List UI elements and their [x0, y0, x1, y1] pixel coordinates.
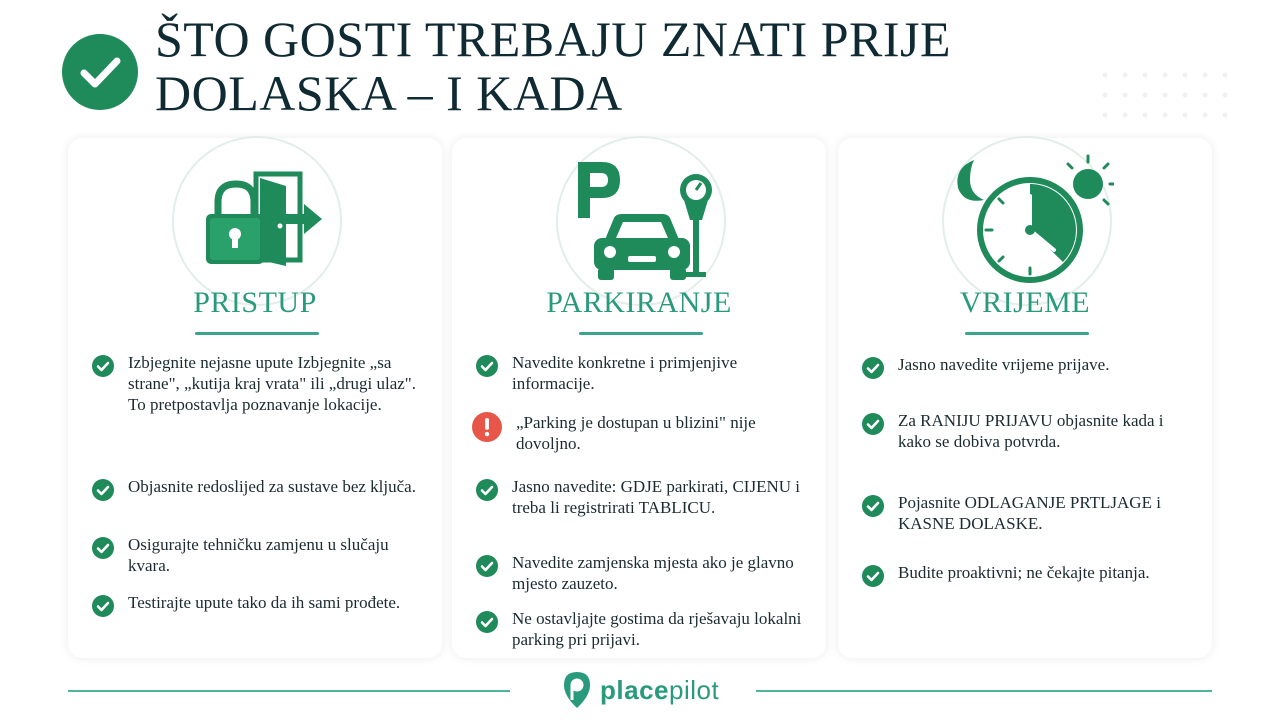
check-circle-icon [92, 595, 114, 617]
list-item [862, 410, 1192, 452]
logo-bold-text: place [600, 674, 669, 705]
list-item-text: Budite proaktivni; ne čekajte pitanja. [898, 563, 1150, 582]
card-access [68, 138, 442, 658]
placepilot-logo [562, 668, 719, 712]
check-circle-icon [476, 555, 498, 577]
page-title: ŠTO GOSTI TREBAJU ZNATI PRIJE DOLASKA – I KADA [155, 11, 952, 121]
list-item-text: Jasno navedite vrijeme prijave. [898, 355, 1110, 374]
header-check-icon [62, 34, 138, 110]
check-circle-icon [92, 355, 114, 377]
list-item-text: Za RANIJU PRIJAVU objasnite kada i kako se dobiva potvrda. [898, 411, 1164, 451]
list-item-text: Testirajte upute tako da ih sami prođete. [128, 593, 401, 612]
exclamation-circle-icon [472, 412, 502, 442]
check-circle-icon [862, 565, 884, 587]
card-heading: VRIJEME [959, 286, 1091, 319]
list-item-text: Izbjegnite nejasne upute Izbjegnite „sa strane", „kutija kraj vrata" ili „drugi ulaz". To pretpostavlja poznavanje lokacije. [128, 353, 416, 414]
card-time [838, 138, 1212, 658]
card-heading: PRISTUP [193, 286, 317, 319]
clock-moon-sun-icon [942, 136, 1112, 306]
check-circle-icon [476, 479, 498, 501]
list-item [476, 352, 806, 394]
check-circle-icon [862, 357, 884, 379]
list-item-text: „Parking je dostupan u blizini" nije dovoljno. [516, 413, 756, 453]
logo-light-text: pilot [669, 674, 720, 705]
list-item [92, 352, 422, 415]
logo-wordmark [600, 675, 719, 706]
card-heading: PARKIRANJE [546, 286, 732, 319]
check-circle-icon [862, 413, 884, 435]
heading-underline [195, 332, 319, 335]
list-item [862, 492, 1192, 534]
list-item [476, 552, 806, 594]
check-circle-icon [92, 479, 114, 501]
list-item-text: Osigurajte tehničku zamjenu u slučaju kvara. [128, 535, 389, 575]
list-item-text: Objasnite redoslijed za sustave bez ključa. [128, 477, 416, 496]
card-parking [452, 138, 826, 658]
footer-divider-left [68, 690, 510, 692]
list-item-text: Navedite zamjenska mjesta ako je glavno mjesto zauzeto. [512, 553, 794, 593]
check-circle-icon [476, 611, 498, 633]
list-item [476, 476, 806, 518]
heading-underline [965, 332, 1089, 335]
list-item [92, 592, 422, 617]
lock-door-exit-icon [172, 136, 342, 306]
list-item [862, 562, 1192, 587]
list-item-text: Pojasnite ODLAGANJE PRTLJAGE i KASNE DOLASKE. [898, 493, 1161, 533]
check-circle-icon [862, 495, 884, 517]
list-item [476, 412, 806, 454]
footer-divider-right [756, 690, 1212, 692]
list-item-text: Jasno navedite: GDJE parkirati, CIJENU i treba li registrirati TABLICU. [512, 477, 800, 517]
list-item-text: Ne ostavljajte gostima da rješavaju lokalni parking pri prijavi. [512, 609, 802, 649]
list-item [476, 608, 806, 650]
parking-car-meter-icon [556, 136, 726, 306]
list-item [92, 476, 422, 501]
heading-underline [579, 332, 703, 335]
location-pin-icon [562, 670, 592, 710]
decorative-dots [1100, 70, 1230, 130]
list-item [862, 354, 1192, 379]
check-circle-icon [476, 355, 498, 377]
list-item-text: Navedite konkretne i primjenjive informacije. [512, 353, 738, 393]
list-item [92, 534, 422, 576]
check-circle-icon [92, 537, 114, 559]
